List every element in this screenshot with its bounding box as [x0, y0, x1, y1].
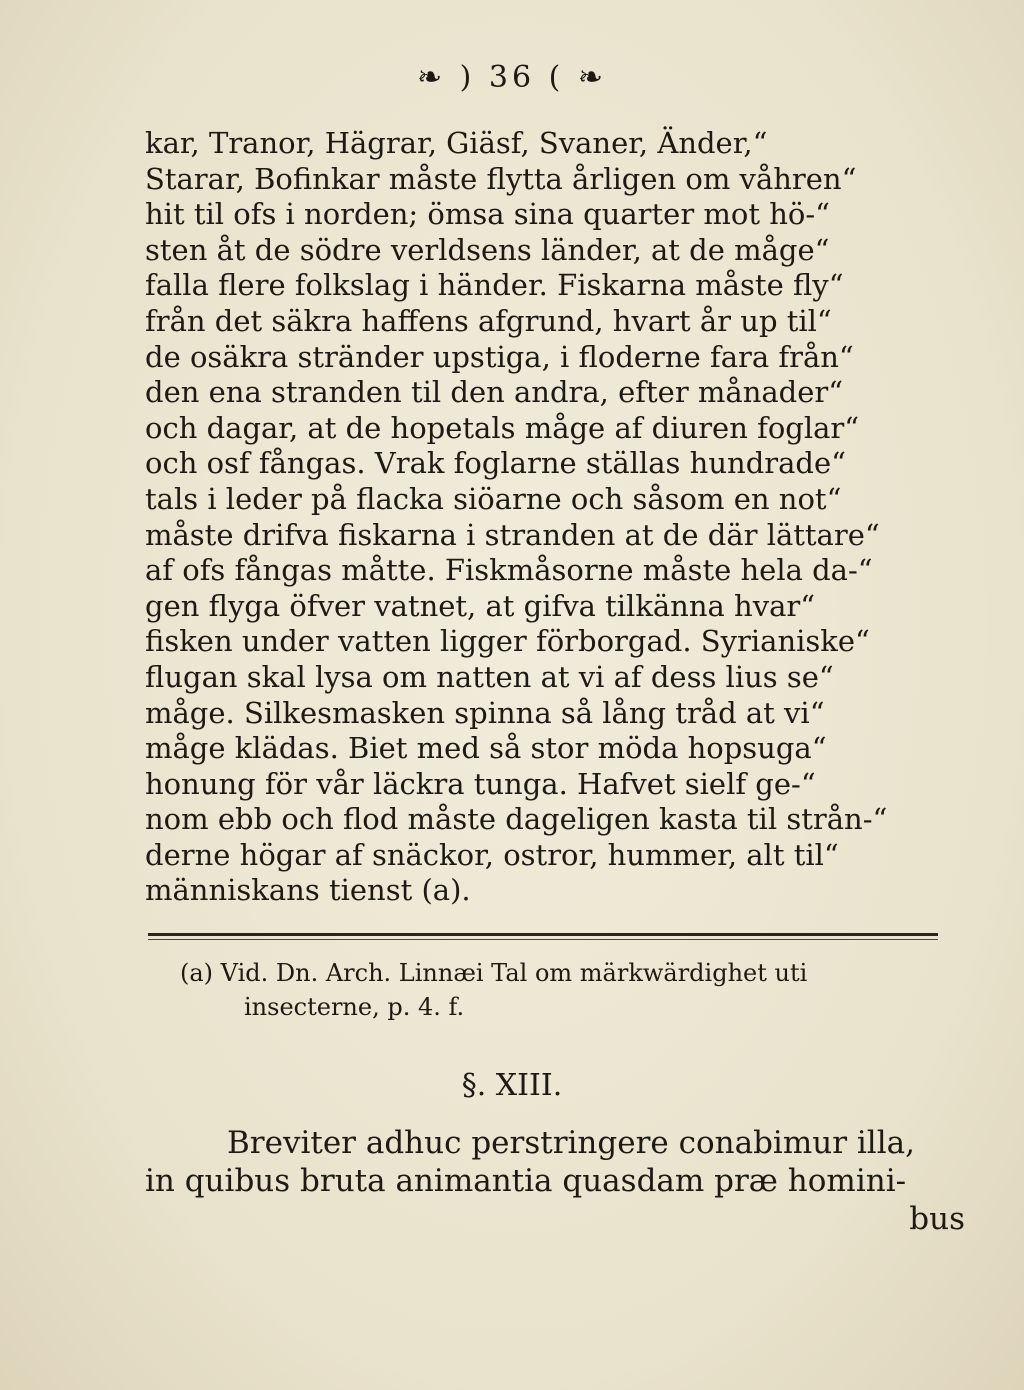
text-line: flugan skal lysa om natten at vi af dess lius se“ [145, 659, 834, 694]
text-line: den ena stranden til den andra, efter månader“ [145, 375, 844, 410]
text-line: tals i leder på flacka siöarne och såsom en not“ [145, 481, 842, 516]
text-line: fisken under vatten ligger förborgad. Syrianiske“ [145, 624, 870, 659]
latin-text-block [145, 1124, 965, 1238]
text-line: Breviter adhuc perstringere conabimur illa, [227, 1125, 915, 1161]
text-line: måste drifva fiskarna i stranden at de där lättare“ [145, 517, 880, 552]
footnote-line: (a) Vid. Dn. Arch. Linnæi Tal om märkwärdighet uti [180, 959, 808, 987]
text-line: falla flere folkslag i händer. Fiskarna måste fly“ [145, 268, 844, 303]
text-line: in quibus bruta animantia quasdam præ homini- [145, 1163, 907, 1199]
text-line: gen flyga öfver vatnet, at gifva tilkänna hvar“ [145, 588, 816, 623]
text-line: honung för vår läckra tunga. Hafvet sielf ge-“ [145, 766, 816, 801]
footnote [180, 956, 970, 1024]
text-line: sten åt de södre verldsens länder, at de måge“ [145, 232, 830, 267]
catchword: bus [909, 1201, 965, 1237]
text-line: derne högar af snäckor, ostror, hummer, alt til“ [145, 837, 839, 872]
text-line: Starar, Bofinkar måste flytta årligen om våhren“ [145, 161, 857, 196]
text-line: från det säkra haffens afgrund, hvart år up til“ [145, 303, 832, 338]
text-line: kar, Tranor, Hägrar, Giäsf, Svaner, Änder,“ [145, 126, 768, 160]
text-line: nom ebb och flod måste dageligen kasta til strån-“ [145, 802, 888, 837]
text-line: hit til ofs i norden; ömsa sina quarter mot hö-“ [145, 197, 830, 232]
text-line: måge. Silkesmasken spinna så lång tråd at vi“ [145, 695, 825, 730]
main-text-block [145, 126, 975, 909]
footnote-divider-thin [148, 939, 938, 940]
text-line: och dagar, at de hopetals måge af diuren foglar“ [145, 410, 860, 445]
text-line: de osäkra stränder upstiga, i floderne fara från“ [145, 339, 854, 374]
section-heading: §. XIII. [461, 1068, 563, 1103]
text-line: och osf fångas. Vrak foglarne ställas hundrade“ [145, 446, 846, 481]
footnote-divider [148, 933, 938, 936]
text-line: af ofs fångas måtte. Fiskmåsorne måste hela da-“ [145, 553, 873, 588]
footnote-line: insecterne, p. 4. f. [244, 993, 465, 1021]
text-line: måge klädas. Biet med så stor möda hopsuga“ [145, 731, 827, 766]
page-header: ❧ ) 36 ( ❧ [417, 60, 607, 95]
text-line: människans tienst (a). [145, 873, 471, 908]
